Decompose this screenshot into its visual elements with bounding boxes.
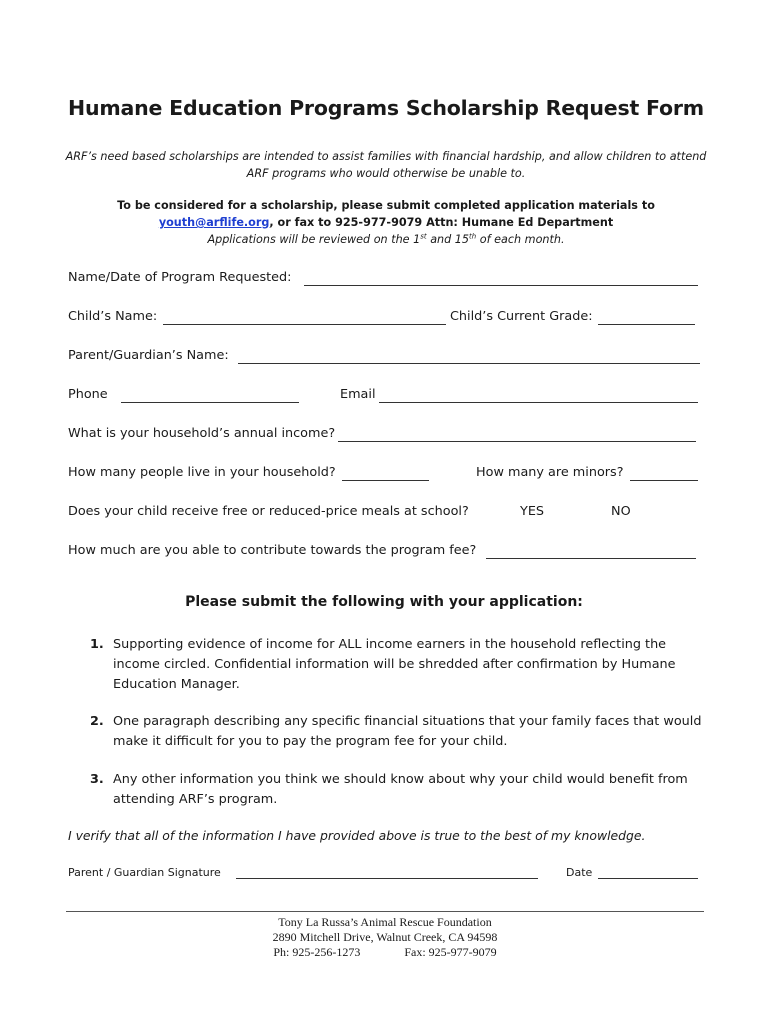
child-row bbox=[68, 309, 700, 329]
signature-input-line[interactable] bbox=[236, 878, 538, 879]
income-input-line[interactable] bbox=[338, 441, 696, 442]
footer-contact bbox=[185, 945, 585, 960]
program-label: Name/Date of Program Requested: bbox=[68, 270, 292, 285]
submit-line-1: To be considered for a scholarship, please submit completed application materials to bbox=[117, 199, 655, 212]
footer-phone: Ph: 925-256-1273 bbox=[273, 945, 361, 959]
contribute-label: How much are you able to contribute towards the program fee? bbox=[68, 543, 477, 558]
phone-input-line[interactable] bbox=[121, 402, 299, 403]
list-item-text: One paragraph describing any specific financial situations that your family faces that would make it difficult for you to pay the program fee for your child. bbox=[113, 714, 702, 749]
child-name-label: Child’s Name: bbox=[68, 309, 158, 324]
date-label: Date bbox=[566, 866, 593, 879]
meals-yes-option[interactable]: YES bbox=[520, 504, 545, 519]
submit-line-2 bbox=[58, 214, 714, 231]
contact-row bbox=[68, 387, 700, 407]
footer-org: Tony La Russa’s Animal Rescue Foundation bbox=[278, 915, 492, 929]
email-input-line[interactable] bbox=[379, 402, 698, 403]
footer-address: 2890 Mitchell Drive, Walnut Creek, CA 94598 bbox=[272, 930, 498, 944]
parent-name-input-line[interactable] bbox=[238, 363, 700, 364]
contribute-row bbox=[68, 543, 700, 563]
intro-line-1: ARF’s need based scholarships are intended to assist families with financial hardship, and allow children to attend bbox=[65, 150, 707, 163]
phone-label: Phone bbox=[68, 387, 108, 402]
review-sup-2: th bbox=[469, 232, 477, 241]
household-input-line[interactable] bbox=[342, 480, 429, 481]
parent-name-label: Parent/Guardian’s Name: bbox=[68, 348, 229, 363]
list-item-number: 1. bbox=[90, 637, 104, 652]
list-item-text: Any other information you think we should know about why your child would benefit from attending ARF’s program. bbox=[113, 772, 688, 807]
contribute-input-line[interactable] bbox=[486, 558, 696, 559]
meals-no-option[interactable]: NO bbox=[611, 504, 631, 519]
list-item-number: 3. bbox=[90, 772, 104, 787]
submission-instructions bbox=[58, 197, 714, 231]
review-text-3: of each month. bbox=[476, 233, 565, 246]
submit-section-heading: Please submit the following with your application: bbox=[185, 594, 583, 610]
signature-label: Parent / Guardian Signature bbox=[68, 866, 221, 879]
program-row bbox=[68, 270, 700, 290]
review-text-2: and 15 bbox=[426, 233, 470, 246]
list-item-number: 2. bbox=[90, 714, 104, 729]
income-row bbox=[68, 426, 700, 446]
verification-statement: I verify that all of the information I have provided above is true to the best of my knowledge. bbox=[68, 828, 646, 843]
meals-label: Does your child receive free or reduced-price meals at school? bbox=[68, 504, 469, 519]
footer bbox=[185, 915, 585, 960]
parent-row bbox=[68, 348, 700, 368]
minors-label: How many are minors? bbox=[476, 465, 624, 480]
list-item-text: Supporting evidence of income for ALL income earners in the household reflecting the income circled. Confidential information will be shredded after confirmation by Humane Education Manager. bbox=[113, 637, 676, 692]
household-label: How many people live in your household? bbox=[68, 465, 336, 480]
signature-row bbox=[68, 866, 700, 884]
minors-input-line[interactable] bbox=[630, 480, 698, 481]
form-title: Humane Education Programs Scholarship Request Form bbox=[68, 96, 704, 120]
intro-line-2: ARF programs who would otherwise be unable to. bbox=[246, 167, 526, 180]
footer-fax: Fax: 925-977-9079 bbox=[404, 945, 497, 959]
child-grade-label: Child’s Current Grade: bbox=[450, 309, 593, 324]
child-name-input-line[interactable] bbox=[163, 324, 446, 325]
footer-divider bbox=[66, 911, 704, 912]
date-input-line[interactable] bbox=[598, 878, 698, 879]
review-sup-1: st bbox=[420, 232, 427, 241]
email-link[interactable]: youth@arflife.org bbox=[158, 216, 270, 229]
meals-row bbox=[68, 504, 700, 524]
income-label: What is your household’s annual income? bbox=[68, 426, 336, 441]
program-input-line[interactable] bbox=[304, 285, 698, 286]
household-row bbox=[68, 465, 700, 485]
intro-text bbox=[58, 148, 714, 182]
email-label: Email bbox=[340, 387, 376, 402]
review-schedule bbox=[58, 231, 714, 248]
review-text-1: Applications will be reviewed on the 1 bbox=[207, 233, 421, 246]
child-grade-input-line[interactable] bbox=[598, 324, 695, 325]
fax-instructions: , or fax to 925-977-9079 Attn: Humane Ed Department bbox=[269, 216, 614, 229]
